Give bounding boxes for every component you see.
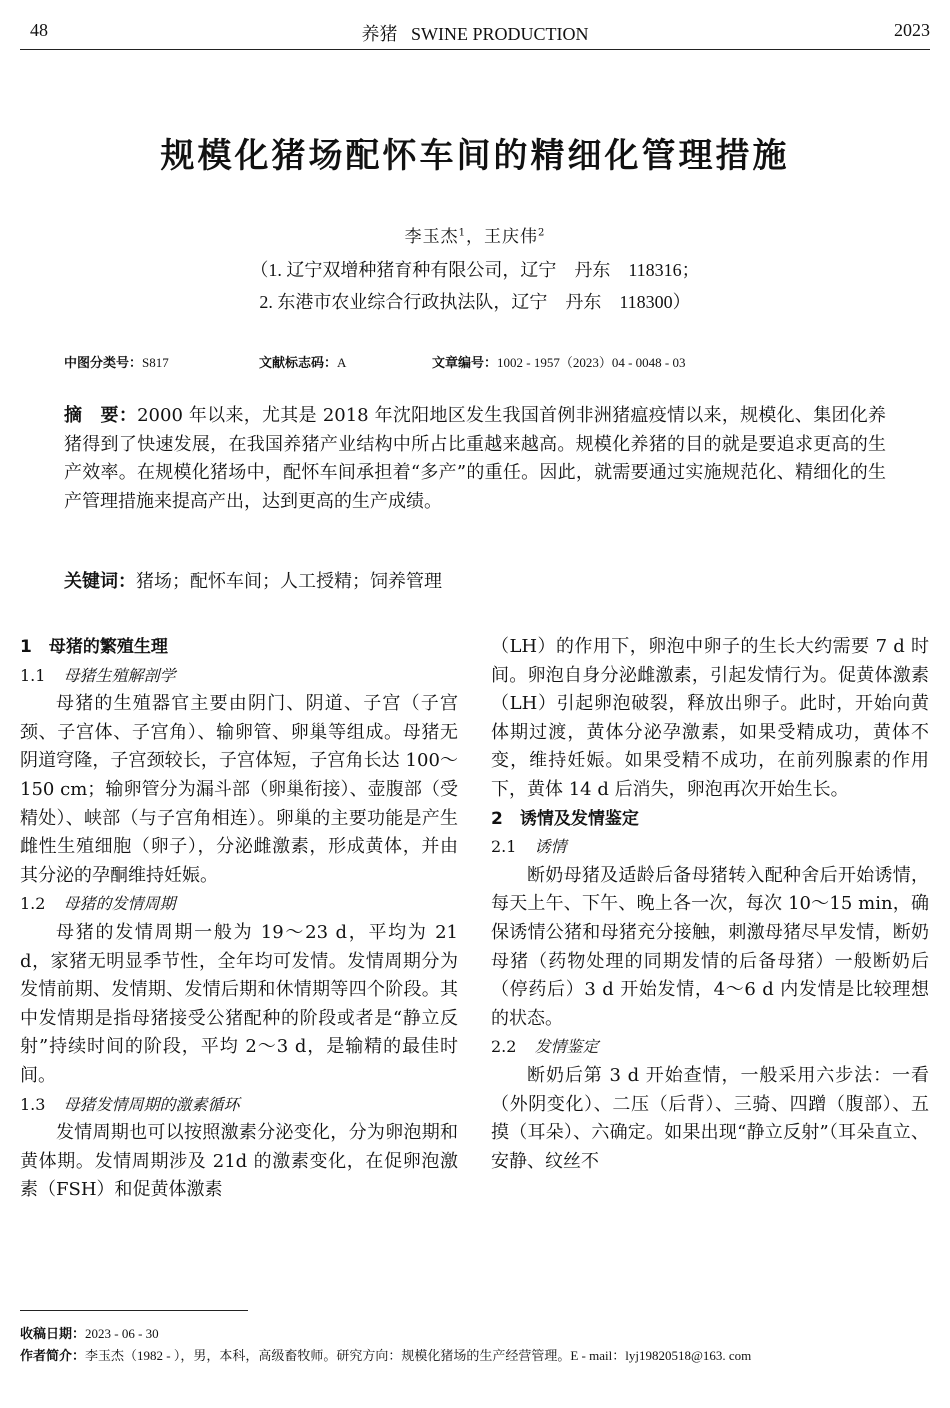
bio-label: 作者简介： [20, 1349, 86, 1364]
bio-text: 李玉杰（1982 - ），男，本科，高级畜牧师。研究方向：规模化猪场的生产经营管理。E - mail：lyj19820518@163. com [85, 1348, 752, 1363]
author-separator: ， [466, 227, 484, 247]
subsection-number: 2.1 [491, 837, 517, 857]
paragraph: 母猪的发情周期一般为 19～23 d，平均为 21 d，家猪无明显季节性，全年均可发情。发情周期分为发情前期、发情期、发情后期和休情期等四个阶段。其中发情期是指母猪接受公猪配种的阶段或者是“静立反射”持续时间的阶段，平均 2～3 d，是输精的最佳时间。 [20, 921, 458, 1086]
header-rule [20, 49, 930, 50]
header-year: 2023 [894, 20, 930, 40]
art-label: 文章编号： [432, 356, 498, 371]
paragraph: 断奶后第 3 d 开始查情，一般采用六步法：一看（外阴变化）、二压（后背）、三骑、四蹭（腹部）、五摸（耳朵）、六确定。如果出现“静立反射”（耳朵直立、安静、纹丝不 [491, 1064, 929, 1172]
subsection-title: 母猪的发情周期 [63, 894, 176, 914]
running-header [20, 18, 930, 50]
paragraph: 发情周期也可以按照激素分泌变化，分为卵泡期和黄体期。发情周期涉及 21d 的激素变化，在促卵泡激素（FSH）和促黄体激素 [20, 1122, 458, 1201]
subsection-heading-1-1 [20, 662, 458, 691]
subsection-heading-1-2 [20, 890, 458, 919]
author-1: 李玉杰 [404, 227, 459, 247]
journal-name: 养猪 SWINE PRODUCTION [361, 24, 589, 44]
clc-label: 中图分类号： [64, 356, 143, 371]
author-2: 王庆伟 [484, 227, 538, 247]
subsection-heading-1-3 [20, 1091, 458, 1120]
author-1-affil: 1 [458, 227, 466, 239]
subsection-title: 母猪生殖解剖学 [63, 665, 176, 685]
keywords-text: 猪场；配怀车间；人工授精；饲养管理 [136, 571, 442, 592]
subsection-title: 诱情 [534, 837, 567, 857]
abstract-text: 2000 年以来，尤其是 2018 年沈阳地区发生我国首例非洲猪瘟疫情以来，规模化、集团化养猪得到了快速发展，在我国养猪产业结构中所占比重越来越高。规模化养猪的目的就是要追求更高的生产效率。在规模化猪场中，配怀车间承担着“多产”的重任。因此，就需要通过实施规范化、精细化的生产管理措施来提高产出，达到更高的生产成绩。 [64, 405, 887, 512]
affiliation-1: （1. 辽宁双增种猪育种有限公司，辽宁 丹东 118316； [250, 260, 700, 280]
abstract [64, 402, 886, 516]
section-heading-2: 2 诱情及发情鉴定 [491, 808, 639, 829]
clc-number [64, 352, 169, 371]
footnote-rule [20, 1310, 248, 1311]
keywords-label: 关键词： [64, 571, 136, 592]
clc-value: S817 [142, 355, 169, 370]
article-title: 规模化猪场配怀车间的精细化管理措施 [160, 136, 790, 176]
keywords [64, 567, 442, 593]
affiliation-2: 2. 东港市农业综合行政执法队，辽宁 丹东 118300） [259, 292, 691, 312]
subsection-title: 母猪发情周期的激素循环 [63, 1094, 240, 1114]
received-date [20, 1323, 930, 1345]
subsection-number: 1.3 [20, 1094, 46, 1114]
abstract-label: 摘 要： [64, 405, 138, 426]
author-2-affil: 2 [538, 227, 546, 239]
author-bio [20, 1345, 930, 1367]
left-column [20, 633, 458, 1205]
authors [0, 222, 950, 247]
subsection-heading-2-1 [491, 833, 929, 862]
paragraph: 母猪的生殖器官主要由阴门、阴道、子宫（子宫颈、子宫体、子宫角）、输卵管、卵巢等组成。母猪无阴道穹隆，子宫颈较长，子宫体短，子宫角长达 100～150 cm；输卵管分为漏斗部（卵巢衔接）、壶腹部（受精处）、峡部（与子宫角相连）。卵巢的主要功能是产生雌性生殖细胞（卵子），分泌雌激素，形成黄体，并由其分泌的孕酮维持妊娠。 [20, 693, 458, 886]
subsection-number: 1.1 [20, 665, 46, 685]
doc-value: A [337, 355, 347, 370]
right-column [491, 633, 929, 1176]
document-code [259, 352, 346, 371]
received-value: 2023 - 06 - 30 [85, 1326, 159, 1341]
subsection-number: 1.2 [20, 894, 46, 914]
paragraph: （LH）的作用下，卵泡中卵子的生长大约需要 7 d 时间。卵泡自身分泌雌激素，引起发情行为。促黄体激素（LH）引起卵泡破裂，释放出卵子。此时，开始向黄体期过渡，黄体分泌孕激素，如果受精成功，黄体不变，维持妊娠。如果受精不成功，在前列腺素的作用下，黄体 14 d 后消失，卵泡再次开始生长。 [491, 636, 929, 800]
art-value: 1002 - 1957（2023）04 - 0048 - 03 [497, 355, 686, 370]
section-heading-1: 1 母猪的繁殖生理 [20, 637, 168, 657]
doc-label: 文献标志码： [259, 356, 338, 371]
page-number: 48 [30, 20, 48, 40]
subsection-title: 发情鉴定 [534, 1037, 599, 1057]
paragraph: 断奶母猪及适龄后备母猪转入配种舍后开始诱情，每天上午、下午、晚上各一次，每次 10～15 min，确保诱情公猪和母猪充分接触，刺激母猪尽早发情，断奶母猪（药物处理的同期发情的后备母猪）一般断奶后（停药后）3 d 开始发情，4～6 d 内发情是比较理想的状态。 [491, 864, 929, 1029]
subsection-number: 2.2 [491, 1037, 517, 1057]
subsection-heading-2-2 [491, 1033, 929, 1062]
article-number [432, 352, 686, 371]
received-label: 收稿日期： [20, 1327, 86, 1342]
